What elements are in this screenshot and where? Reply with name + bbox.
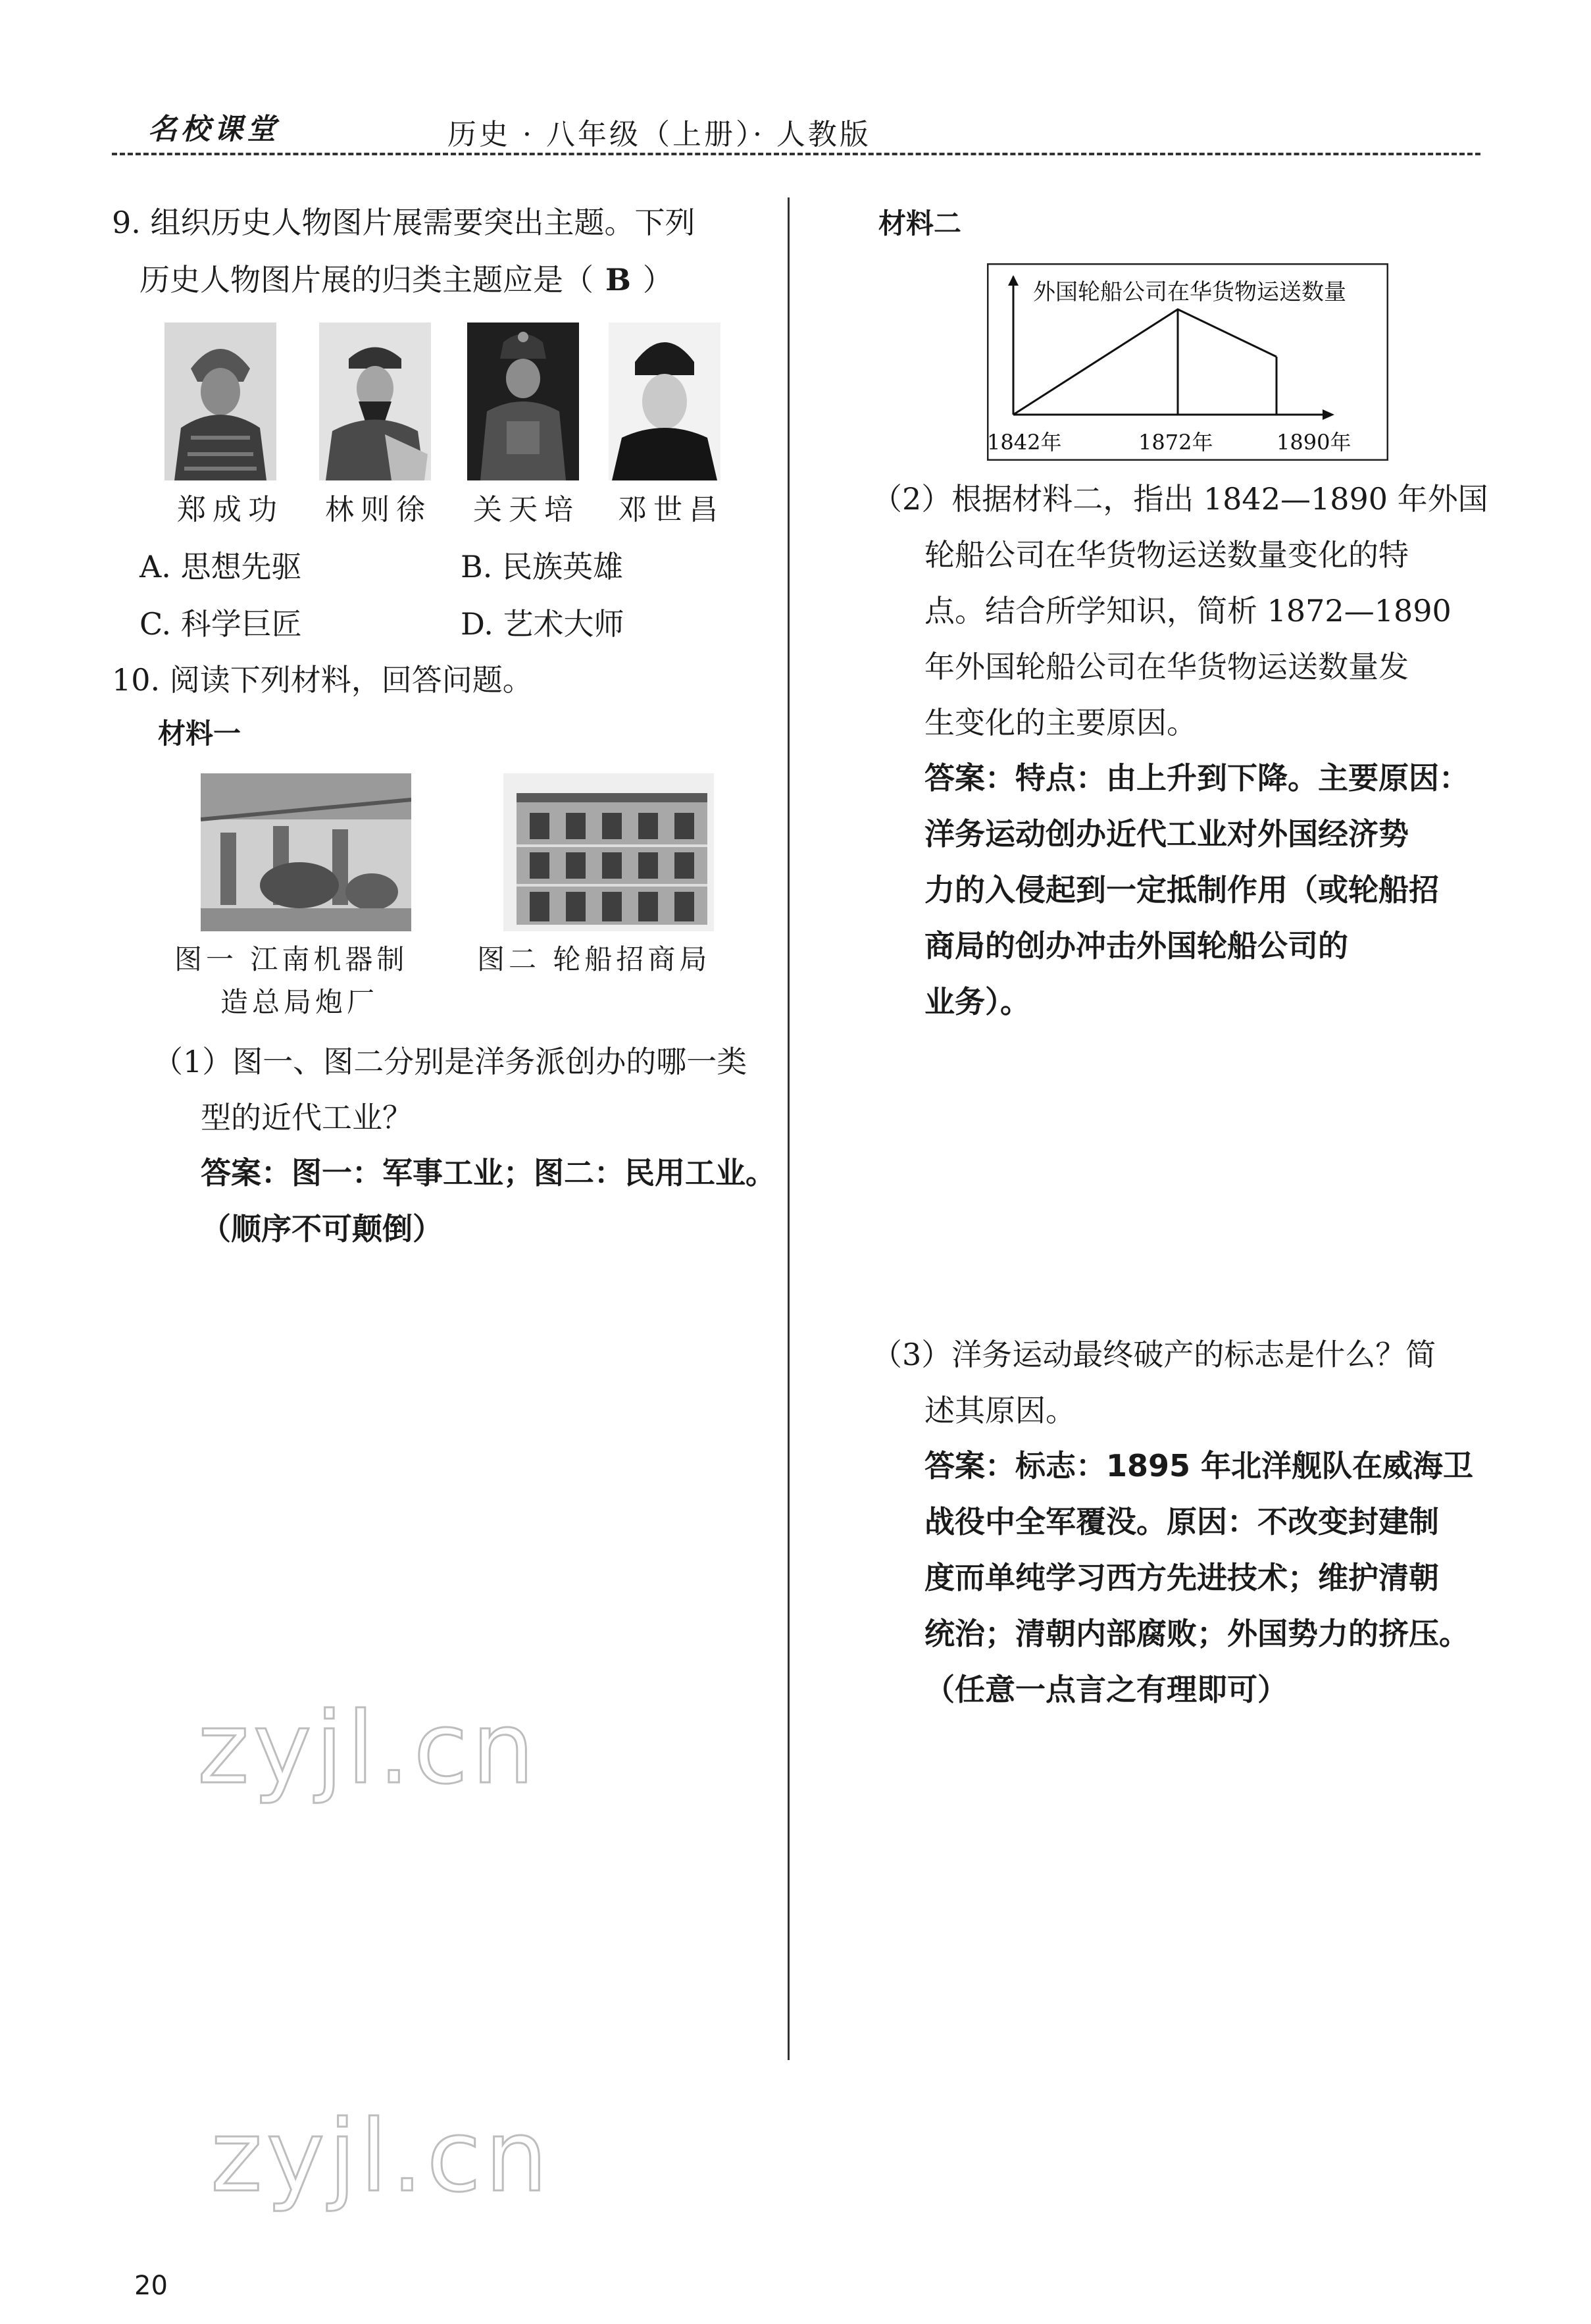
- q9-stem-line1: 9. 组织历史人物图片展需要突出主题。下列: [112, 205, 695, 240]
- x-tick-label: 1890年: [1276, 430, 1351, 455]
- shipping-volume-chart: [987, 263, 1388, 461]
- chart-title: 外国轮船公司在华货物运送数量: [1033, 279, 1346, 305]
- fig2-caption: 图二 轮船招商局: [477, 943, 711, 975]
- portrait-caption: 林则徐: [325, 493, 432, 527]
- q10-sub3-answer-line4: 统治；清朝内部腐败；外国势力的挤压。: [924, 1616, 1469, 1651]
- q10-sub1-answer-note: （顺序不可颠倒）: [201, 1211, 443, 1247]
- brand-logo-text: 名校课堂: [148, 113, 280, 146]
- q9-stem-line2: 历史人物图片展的归类主题应是（ B ）: [139, 262, 673, 297]
- portrait-caption: 邓世昌: [618, 493, 724, 527]
- q10-sub2-line4: 年外国轮船公司在华货物运送数量发: [924, 649, 1409, 684]
- portrait-deng-shichang: [609, 323, 720, 480]
- material2-label: 材料二: [878, 207, 962, 240]
- page-number: 20: [134, 2271, 168, 2301]
- q10-sub2-line3: 点。结合所学知识，简析 1872—1890: [924, 593, 1452, 629]
- q10-sub3-answer-line5: （任意一点言之有理即可）: [924, 1672, 1288, 1707]
- portrait-caption: 关天培: [473, 493, 580, 527]
- header-divider: [112, 153, 1480, 155]
- q10-sub3-line2: 述其原因。: [924, 1393, 1076, 1428]
- photo-china-merchants-steam-navigation: [503, 773, 714, 931]
- q9-answer: B: [605, 262, 631, 297]
- photo-jiangnan-arsenal: [201, 773, 411, 931]
- q10-sub2-answer-line4: 商局的创办冲击外国轮船公司的: [924, 928, 1348, 964]
- q10-sub2-answer-line3: 力的入侵起到一定抵制作用（或轮船招: [924, 872, 1439, 908]
- q10-sub1-line2: 型的近代工业？: [201, 1100, 413, 1135]
- q9-option-c: C. 科学巨匠: [139, 606, 302, 642]
- q10-sub2-line5: 生变化的主要原因。: [924, 705, 1197, 740]
- q9-option-a: A. 思想先驱: [139, 549, 302, 584]
- fig1-caption-line2: 造总局炮厂: [220, 986, 379, 1018]
- q10-sub2-line1: （2）根据材料二，指出 1842—1890 年外国: [872, 481, 1488, 517]
- column-divider: [788, 197, 790, 2060]
- q10-sub2-answer-line1: 答案：特点：由上升到下降。主要原因：: [924, 760, 1469, 796]
- fig1-caption: 图一 江南机器制: [174, 943, 409, 975]
- q10-sub1-line1: （1）图一、图二分别是洋务派创办的哪一类: [153, 1044, 747, 1079]
- watermark: zyjl.cn: [197, 1691, 539, 1806]
- q10-sub3-answer-line3: 度而单纯学习西方先进技术；维护清朝: [924, 1560, 1439, 1595]
- x-tick-label: 1872年: [1138, 430, 1213, 455]
- q9-option-b: B. 民族英雄: [461, 549, 624, 584]
- q10-sub3-answer-line1: 答案：标志：1895 年北洋舰队在威海卫: [924, 1448, 1474, 1484]
- q10-sub3-line1: （3）洋务运动最终破产的标志是什么？简: [872, 1337, 1436, 1372]
- q10-stem: 10. 阅读下列材料，回答问题。: [112, 662, 533, 698]
- page-header-title: 历史 · 八年级（上册）· 人教版: [447, 118, 871, 151]
- portrait-zheng-chenggong: [164, 323, 276, 480]
- watermark: zyjl.cn: [211, 2100, 552, 2214]
- q10-sub1-answer: 答案：图一：军事工业；图二：民用工业。: [201, 1155, 776, 1191]
- x-tick-label: 1842年: [987, 430, 1062, 455]
- portrait-guan-tianpei: [467, 323, 579, 480]
- material1-label: 材料一: [158, 717, 241, 750]
- q10-sub2-answer-line2: 洋务运动创办近代工业对外国经济势: [924, 816, 1409, 852]
- q10-sub2-line2: 轮船公司在华货物运送数量变化的特: [924, 537, 1409, 573]
- portrait-lin-zexu: [319, 323, 431, 480]
- q10-sub2-answer-line5: 业务）。: [924, 984, 1030, 1020]
- portrait-caption: 郑成功: [177, 493, 284, 527]
- q9-option-d: D. 艺术大师: [461, 606, 624, 642]
- q10-sub3-answer-line2: 战役中全军覆没。原因：不改变封建制: [924, 1504, 1439, 1539]
